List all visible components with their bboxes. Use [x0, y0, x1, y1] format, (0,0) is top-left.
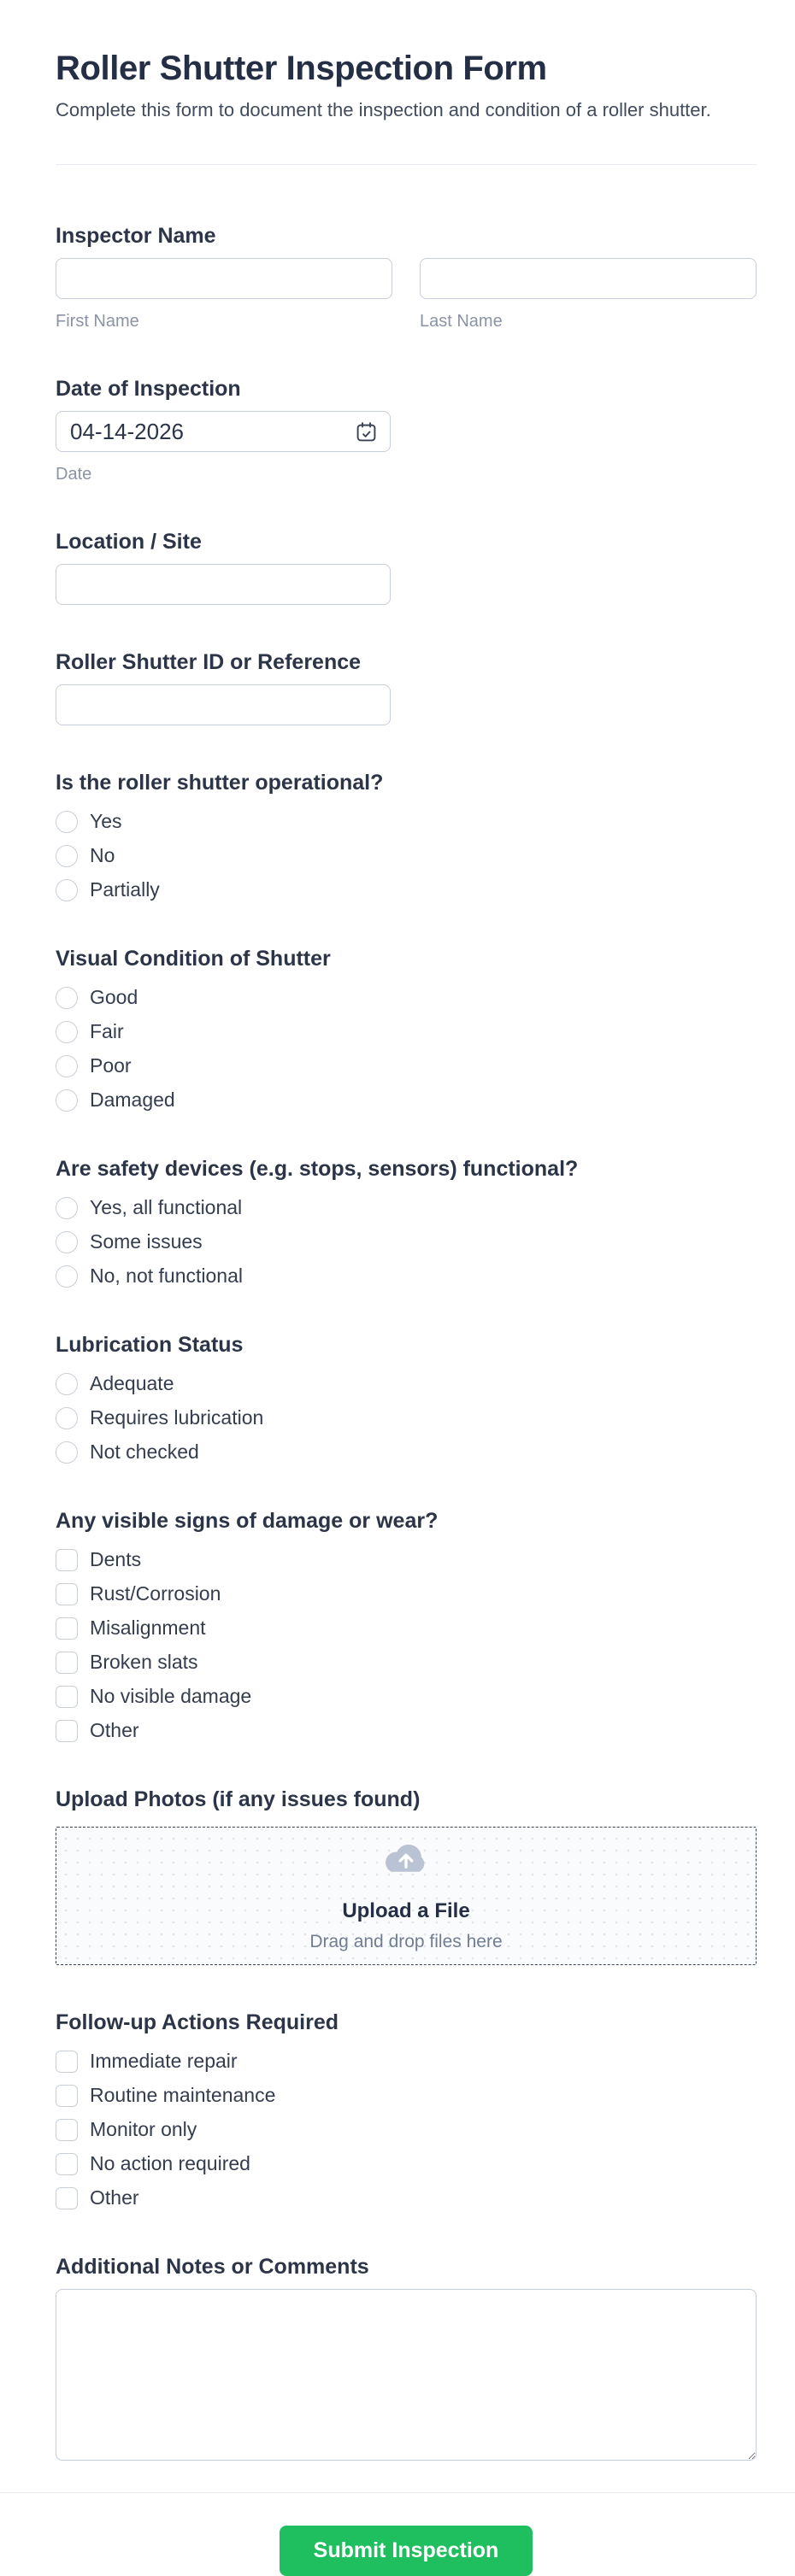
location-site-label: Location / Site: [56, 530, 202, 554]
last-name-column: [420, 258, 757, 332]
submit-inspection-button[interactable]: Submit Inspection: [280, 2526, 533, 2576]
followup-actions-label: Follow-up Actions Required: [56, 2010, 339, 2034]
radio-icon[interactable]: [56, 1021, 78, 1043]
notes-label: Additional Notes or Comments: [56, 2255, 369, 2279]
page-subtitle: Complete this form to document the inspection and condition of a roller shutter.: [56, 99, 711, 120]
radio-option-label: Requires lubrication: [90, 1406, 264, 1429]
checkbox-option-label: Other: [90, 2186, 139, 2209]
radio-option-partially[interactable]: [56, 878, 757, 901]
upload-cloud-icon: [380, 1840, 433, 1884]
radio-option-label: Yes: [90, 810, 122, 832]
checkbox-option-dents[interactable]: [56, 1548, 757, 1571]
radio-option-label: No: [90, 844, 115, 866]
checkbox-icon[interactable]: [56, 1549, 78, 1571]
safety-devices-label: Are safety devices (e.g. stops, sensors) functional?: [56, 1157, 579, 1181]
checkbox-option-misalignment[interactable]: [56, 1617, 757, 1640]
page-title: Roller Shutter Inspection Form: [56, 50, 547, 87]
calendar-icon[interactable]: [355, 420, 378, 443]
first-name-column: [56, 258, 392, 332]
checkbox-option-label: Misalignment: [90, 1617, 206, 1639]
checkbox-option-label: Routine maintenance: [90, 2084, 276, 2106]
inspector-name-row: [56, 258, 757, 332]
radio-icon[interactable]: [56, 1197, 78, 1219]
field-visual-condition: [56, 946, 757, 1112]
location-site-input[interactable]: [56, 564, 391, 605]
upload-file-button-text: Upload a File: [342, 1898, 470, 1922]
checkbox-option-label: Rust/Corrosion: [90, 1582, 221, 1605]
radio-icon[interactable]: [56, 811, 78, 833]
visual-condition-label: Visual Condition of Shutter: [56, 947, 331, 971]
radio-option-good[interactable]: [56, 986, 757, 1009]
upload-drag-drop-hint: Drag and drop files here: [309, 1931, 503, 1951]
field-shutter-id: [56, 649, 757, 725]
checkbox-icon[interactable]: [56, 1720, 78, 1742]
checkbox-option-label: Immediate repair: [90, 2050, 238, 2072]
date-value: 04-14-2026: [70, 418, 184, 444]
radio-option-adequate[interactable]: [56, 1372, 757, 1395]
field-lubrication: [56, 1332, 757, 1464]
radio-option-no[interactable]: [56, 844, 757, 867]
field-followup-actions: [56, 2010, 757, 2209]
radio-option-damaged[interactable]: [56, 1088, 757, 1112]
checkbox-option-other-action[interactable]: [56, 2186, 757, 2209]
field-operational: [56, 770, 757, 901]
field-safety-devices: [56, 1156, 757, 1288]
lubrication-label: Lubrication Status: [56, 1333, 244, 1357]
last-name-input[interactable]: [420, 258, 757, 299]
radio-icon[interactable]: [56, 1407, 78, 1429]
checkbox-option-routine-maintenance[interactable]: [56, 2084, 757, 2107]
checkbox-option-rust-corrosion[interactable]: [56, 1582, 757, 1605]
radio-option-yes[interactable]: [56, 810, 757, 833]
last-name-sublabel: Last Name: [420, 312, 503, 331]
checkbox-option-label: Other: [90, 1719, 139, 1741]
radio-option-label: Good: [90, 986, 138, 1008]
radio-icon[interactable]: [56, 1055, 78, 1077]
date-sublabel: Date: [56, 465, 92, 484]
checkbox-icon[interactable]: [56, 2187, 78, 2209]
form-body: [0, 172, 795, 2576]
checkbox-icon[interactable]: [56, 2119, 78, 2141]
checkbox-icon[interactable]: [56, 2153, 78, 2175]
checkbox-icon[interactable]: [56, 2085, 78, 2107]
checkbox-option-no-action-required[interactable]: [56, 2152, 757, 2175]
checkbox-option-label: Monitor only: [90, 2118, 197, 2140]
radio-icon[interactable]: [56, 1265, 78, 1288]
field-upload-photos: [56, 1787, 757, 1965]
operational-label: Is the roller shutter operational?: [56, 771, 384, 795]
checkbox-option-immediate-repair[interactable]: [56, 2050, 757, 2073]
damage-signs-label: Any visible signs of damage or wear?: [56, 1509, 439, 1533]
radio-icon[interactable]: [56, 1089, 78, 1112]
radio-option-label: Partially: [90, 878, 160, 901]
radio-option-label: Damaged: [90, 1088, 175, 1111]
upload-photos-label: Upload Photos (if any issues found): [56, 1787, 421, 1811]
checkbox-icon[interactable]: [56, 1686, 78, 1708]
shutter-id-input[interactable]: [56, 684, 391, 725]
shutter-id-label: Roller Shutter ID or Reference: [56, 650, 362, 674]
checkbox-option-no-visible-damage[interactable]: [56, 1685, 757, 1708]
radio-icon[interactable]: [56, 1231, 78, 1253]
checkbox-option-label: Broken slats: [90, 1651, 198, 1673]
radio-option-label: Some issues: [90, 1230, 203, 1253]
inspector-name-label: Inspector Name: [56, 224, 216, 248]
file-upload-dropzone[interactable]: [56, 1827, 757, 1965]
radio-icon[interactable]: [56, 879, 78, 901]
radio-option-label: Adequate: [90, 1372, 174, 1394]
header-divider: [56, 164, 757, 165]
first-name-input[interactable]: [56, 258, 392, 299]
date-input[interactable]: [56, 411, 391, 452]
first-name-sublabel: First Name: [56, 312, 139, 331]
radio-option-all-functional[interactable]: [56, 1196, 757, 1219]
radio-option-requires-lubrication[interactable]: [56, 1406, 757, 1429]
radio-icon[interactable]: [56, 987, 78, 1009]
checkbox-option-monitor-only[interactable]: [56, 2118, 757, 2141]
checkbox-option-other-damage[interactable]: [56, 1719, 757, 1742]
form-header: [0, 0, 795, 165]
radio-option-poor[interactable]: [56, 1054, 757, 1077]
checkbox-option-label: Dents: [90, 1548, 142, 1570]
checkbox-icon[interactable]: [56, 1652, 78, 1674]
date-of-inspection-label: Date of Inspection: [56, 377, 241, 401]
radio-icon[interactable]: [56, 1373, 78, 1395]
checkbox-option-broken-slats[interactable]: [56, 1651, 757, 1674]
radio-option-label: Fair: [90, 1020, 124, 1042]
radio-option-label: Not checked: [90, 1441, 199, 1463]
notes-textarea[interactable]: [56, 2289, 757, 2461]
checkbox-option-label: No visible damage: [90, 1685, 252, 1707]
field-date-of-inspection: [56, 376, 757, 484]
radio-icon[interactable]: [56, 1441, 78, 1464]
field-notes: [56, 2254, 757, 2461]
checkbox-icon[interactable]: [56, 1583, 78, 1605]
radio-option-label: No, not functional: [90, 1265, 244, 1287]
checkbox-option-label: No action required: [90, 2152, 250, 2174]
submit-row: [56, 2493, 757, 2576]
radio-option-label: Yes, all functional: [90, 1196, 243, 1218]
field-inspector-name: [56, 223, 757, 332]
radio-icon[interactable]: [56, 845, 78, 867]
checkbox-icon[interactable]: [56, 1617, 78, 1640]
field-damage-signs: [56, 1508, 757, 1742]
radio-option-label: Poor: [90, 1054, 132, 1077]
radio-option-some-issues[interactable]: [56, 1230, 757, 1253]
radio-option-not-checked[interactable]: [56, 1441, 757, 1464]
field-location-site: [56, 529, 757, 605]
checkbox-icon[interactable]: [56, 2051, 78, 2073]
radio-option-not-functional[interactable]: [56, 1265, 757, 1288]
radio-option-fair[interactable]: [56, 1020, 757, 1043]
